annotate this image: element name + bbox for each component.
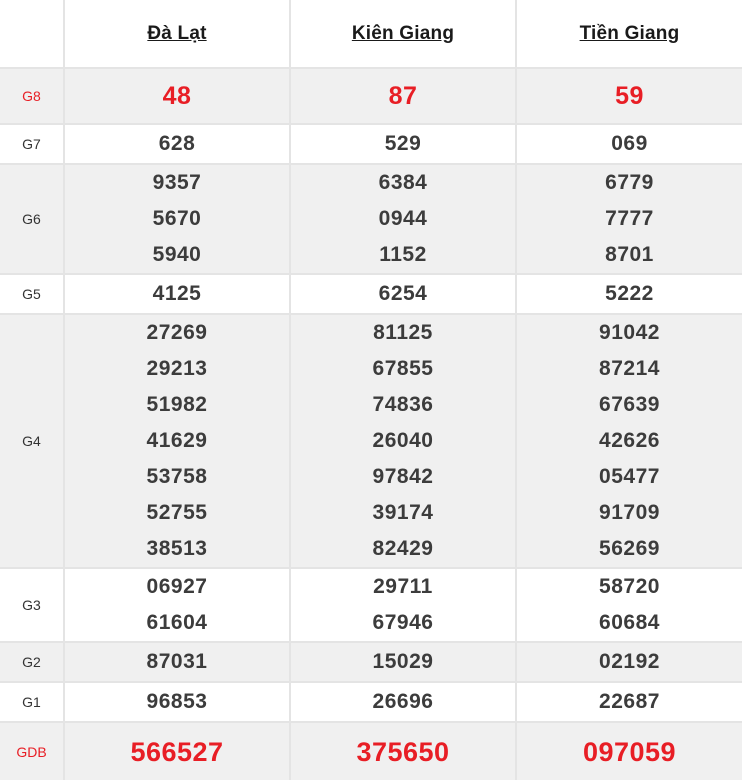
number-stack bbox=[65, 74, 289, 119]
prize-label-g3: G3 bbox=[0, 568, 64, 642]
number-stack bbox=[65, 728, 289, 776]
number-stack bbox=[291, 315, 515, 567]
prize-numbers-cell bbox=[290, 682, 516, 722]
lottery-number: 26040 bbox=[372, 429, 434, 452]
prize-numbers-cell bbox=[516, 314, 742, 568]
prize-numbers-cell bbox=[516, 568, 742, 642]
prize-numbers-cell bbox=[516, 124, 742, 164]
table-row bbox=[0, 568, 742, 642]
lottery-number: 6254 bbox=[378, 282, 428, 305]
number-stack bbox=[517, 644, 742, 680]
lottery-number: 96853 bbox=[146, 690, 208, 713]
prize-numbers-cell bbox=[516, 164, 742, 274]
number-stack bbox=[517, 569, 742, 641]
lottery-number: 5222 bbox=[605, 282, 654, 305]
number-stack bbox=[65, 276, 289, 312]
number-stack bbox=[291, 569, 515, 641]
lottery-number: 628 bbox=[158, 132, 196, 155]
prize-numbers-cell bbox=[64, 568, 290, 642]
number-stack bbox=[65, 126, 289, 162]
prize-numbers-cell bbox=[290, 722, 516, 780]
prize-label-gdb: GDB bbox=[0, 722, 64, 780]
lottery-number: 58720 bbox=[599, 575, 660, 598]
prize-numbers-cell bbox=[290, 124, 516, 164]
prize-label-g1: G1 bbox=[0, 682, 64, 722]
table-row bbox=[0, 642, 742, 682]
lottery-number: 27269 bbox=[146, 321, 208, 344]
number-stack bbox=[65, 165, 289, 273]
number-stack bbox=[517, 315, 742, 567]
lottery-number: 06927 bbox=[146, 575, 208, 598]
prize-numbers-cell bbox=[64, 124, 290, 164]
lottery-number: 87031 bbox=[146, 650, 208, 673]
number-stack bbox=[291, 74, 515, 119]
lottery-number: 1152 bbox=[379, 243, 427, 266]
lottery-number: 29213 bbox=[146, 357, 208, 380]
lottery-number: 87214 bbox=[599, 357, 660, 380]
prize-numbers-cell bbox=[290, 568, 516, 642]
prize-label-g7: G7 bbox=[0, 124, 64, 164]
lottery-number: 61604 bbox=[146, 611, 208, 634]
lottery-number: 05477 bbox=[599, 465, 660, 488]
number-stack bbox=[291, 728, 515, 776]
table-row bbox=[0, 164, 742, 274]
lottery-number: 6384 bbox=[378, 171, 428, 194]
header-province-0 bbox=[64, 0, 290, 68]
lottery-number: 7777 bbox=[605, 207, 654, 230]
number-stack bbox=[291, 126, 515, 162]
prize-numbers-cell bbox=[64, 164, 290, 274]
prize-numbers-cell bbox=[290, 642, 516, 682]
lottery-number: 069 bbox=[611, 132, 648, 155]
lottery-number: 74836 bbox=[372, 393, 434, 416]
prize-numbers-cell bbox=[290, 68, 516, 124]
header-row bbox=[0, 0, 742, 68]
table-row bbox=[0, 722, 742, 780]
lottery-number: 4125 bbox=[152, 282, 202, 305]
header-province-2 bbox=[516, 0, 742, 68]
prize-numbers-cell bbox=[64, 642, 290, 682]
number-stack bbox=[517, 126, 742, 162]
number-stack bbox=[65, 644, 289, 680]
number-stack bbox=[65, 315, 289, 567]
prize-numbers-cell bbox=[290, 274, 516, 314]
lottery-number: 82429 bbox=[372, 537, 434, 560]
lottery-number: 59 bbox=[615, 81, 644, 110]
lottery-number: 67639 bbox=[599, 393, 660, 416]
prize-label-g6: G6 bbox=[0, 164, 64, 274]
lottery-number: 02192 bbox=[599, 650, 660, 673]
lottery-number: 29711 bbox=[373, 575, 433, 598]
lottery-number: 5670 bbox=[152, 207, 202, 230]
lottery-number: 38513 bbox=[146, 537, 208, 560]
number-stack bbox=[517, 276, 742, 312]
table-row bbox=[0, 682, 742, 722]
lottery-number: 97842 bbox=[372, 465, 434, 488]
number-stack bbox=[517, 74, 742, 119]
header-province-1 bbox=[290, 0, 516, 68]
prize-numbers-cell bbox=[516, 274, 742, 314]
prize-label-g4: G4 bbox=[0, 314, 64, 568]
prize-numbers-cell bbox=[64, 682, 290, 722]
lottery-number: 22687 bbox=[599, 690, 660, 713]
prize-numbers-cell bbox=[290, 314, 516, 568]
prize-numbers-cell bbox=[290, 164, 516, 274]
lottery-number: 67855 bbox=[372, 357, 434, 380]
lottery-number: 91042 bbox=[599, 321, 660, 344]
lottery-number: 48 bbox=[162, 81, 192, 110]
province-name-label[interactable]: Đà Lạt bbox=[147, 22, 207, 44]
number-stack bbox=[291, 165, 515, 273]
table-row bbox=[0, 274, 742, 314]
prize-numbers-cell bbox=[516, 68, 742, 124]
prize-numbers-cell bbox=[64, 314, 290, 568]
number-stack bbox=[517, 728, 742, 776]
lottery-number: 56269 bbox=[599, 537, 660, 560]
lottery-number: 60684 bbox=[599, 611, 660, 634]
lottery-number: 67946 bbox=[372, 611, 434, 634]
lottery-number: 81125 bbox=[373, 321, 433, 344]
lottery-number: 8701 bbox=[605, 243, 654, 266]
number-stack bbox=[291, 276, 515, 312]
prize-numbers-cell bbox=[64, 274, 290, 314]
table-row bbox=[0, 124, 742, 164]
table-row bbox=[0, 314, 742, 568]
number-stack bbox=[65, 684, 289, 720]
lottery-number: 51982 bbox=[146, 393, 208, 416]
lottery-number: 6779 bbox=[605, 171, 654, 194]
lottery-number: 5940 bbox=[152, 243, 202, 266]
lottery-number: 9357 bbox=[152, 171, 202, 194]
lottery-number: 0944 bbox=[378, 207, 428, 230]
number-stack bbox=[291, 684, 515, 720]
prize-label-g2: G2 bbox=[0, 642, 64, 682]
lottery-number: 097059 bbox=[582, 736, 677, 767]
table-header bbox=[0, 0, 742, 68]
lottery-number: 52755 bbox=[146, 501, 208, 524]
header-corner-cell bbox=[0, 0, 64, 68]
lottery-number: 91709 bbox=[599, 501, 660, 524]
lottery-number: 41629 bbox=[146, 429, 208, 452]
table-row bbox=[0, 68, 742, 124]
lottery-number: 42626 bbox=[599, 429, 660, 452]
prize-numbers-cell bbox=[516, 722, 742, 780]
lottery-number: 87 bbox=[388, 81, 418, 110]
prize-label-g8: G8 bbox=[0, 68, 64, 124]
lottery-number: 53758 bbox=[146, 465, 208, 488]
number-stack bbox=[291, 644, 515, 680]
lottery-number: 529 bbox=[384, 132, 422, 155]
prize-numbers-cell bbox=[516, 682, 742, 722]
prize-numbers-cell bbox=[516, 642, 742, 682]
prize-numbers-cell bbox=[64, 722, 290, 780]
prize-numbers-cell bbox=[64, 68, 290, 124]
lottery-number: 566527 bbox=[130, 736, 224, 767]
number-stack bbox=[65, 569, 289, 641]
number-stack bbox=[517, 684, 742, 720]
lottery-number: 39174 bbox=[372, 501, 434, 524]
lottery-number: 26696 bbox=[372, 690, 434, 713]
prize-label-g5: G5 bbox=[0, 274, 64, 314]
province-name-label[interactable]: Tiền Giang bbox=[579, 22, 680, 44]
table-body bbox=[0, 68, 742, 780]
number-stack bbox=[517, 165, 742, 273]
province-name-label[interactable]: Kiên Giang bbox=[351, 22, 455, 44]
lottery-number: 15029 bbox=[372, 650, 434, 673]
lottery-number: 375650 bbox=[356, 736, 450, 767]
